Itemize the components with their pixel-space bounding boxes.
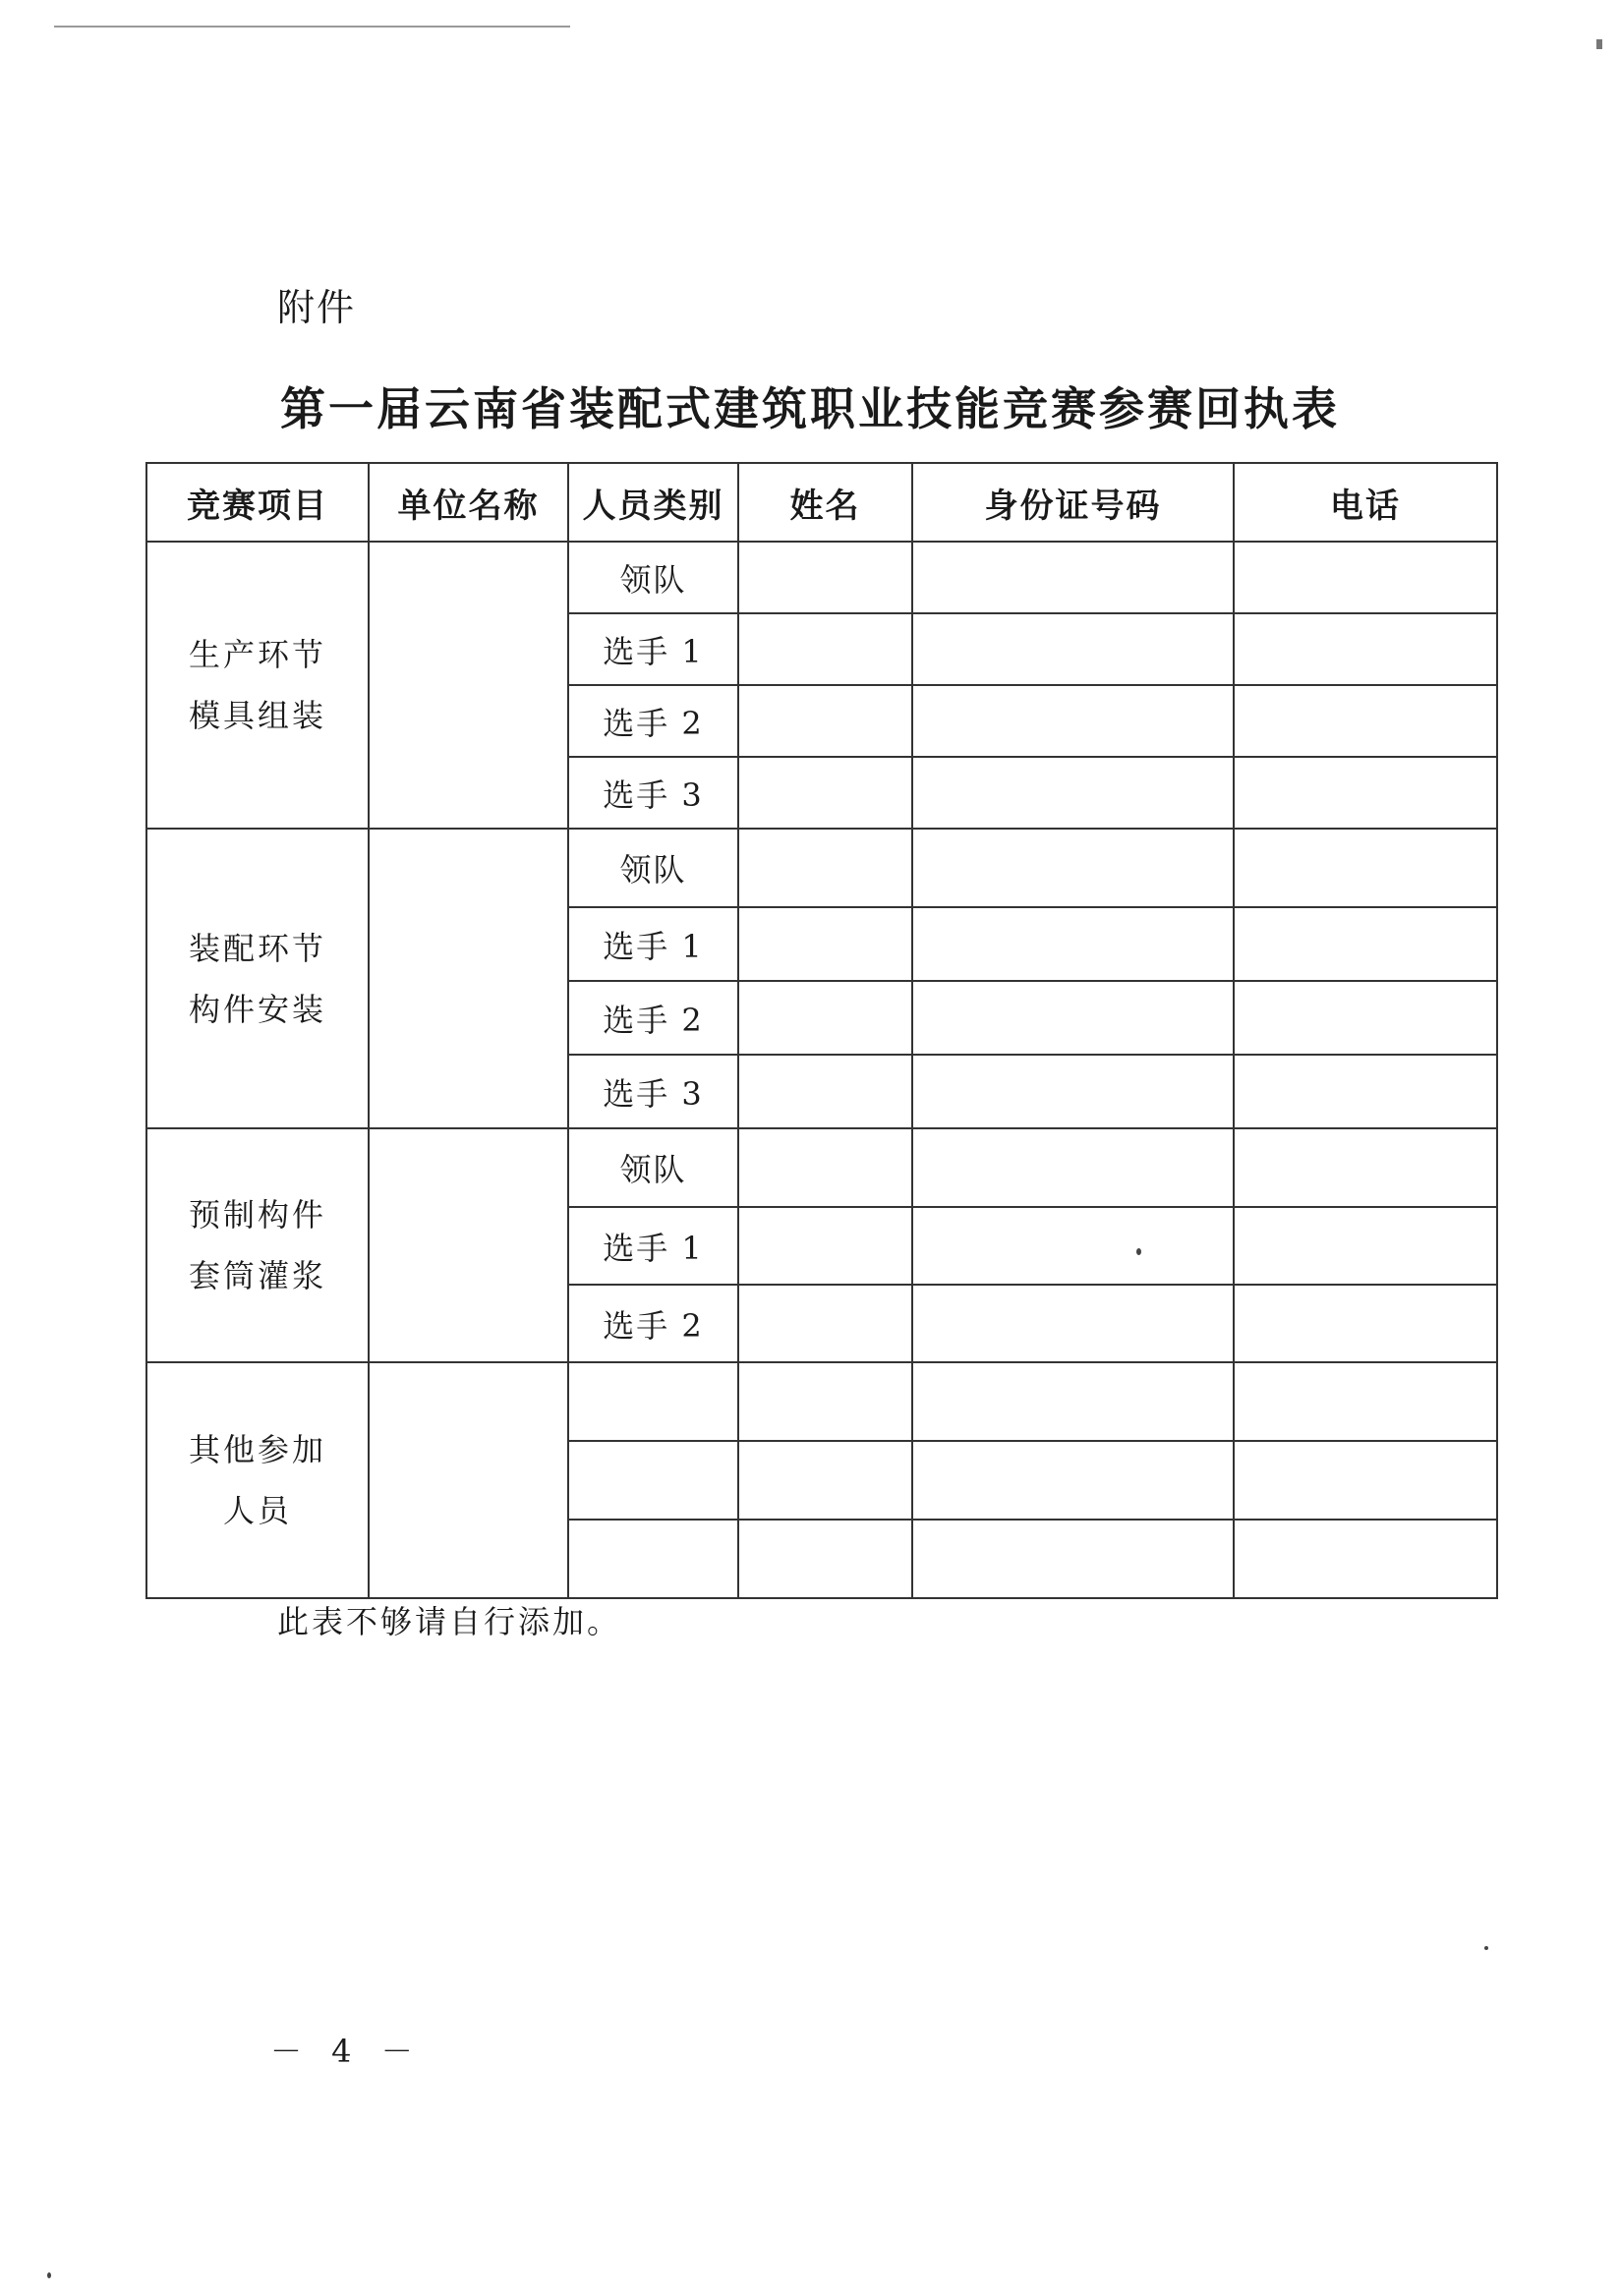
id-number-cell[interactable] [912, 757, 1234, 829]
group-name-cell [146, 829, 369, 1128]
name-cell[interactable] [738, 757, 912, 829]
name-cell[interactable] [738, 1520, 912, 1598]
role-cell: 选手 1 [568, 613, 738, 685]
id-number-cell[interactable] [912, 1441, 1234, 1520]
role-cell: 选手 3 [568, 757, 738, 829]
id-number-cell[interactable] [912, 613, 1234, 685]
name-cell[interactable] [738, 981, 912, 1055]
group-name-cell [146, 542, 369, 829]
role-cell: 领队 [568, 1128, 738, 1207]
role-cell: 领队 [568, 542, 738, 613]
group-name-line: 预制构件 [188, 1196, 326, 1234]
group-name-line: 套筒灌浆 [188, 1257, 326, 1294]
name-cell[interactable] [738, 1128, 912, 1207]
group-name-cell [146, 1362, 369, 1598]
unit-name-cell[interactable] [369, 542, 568, 829]
page-number: － 4 － [270, 2033, 423, 2070]
role-cell[interactable] [568, 1362, 738, 1441]
unit-name-cell[interactable] [369, 1362, 568, 1598]
group-name-line: 模具组装 [188, 697, 326, 734]
phone-cell[interactable] [1234, 613, 1497, 685]
header-id-number: 身份证号码 [912, 463, 1234, 542]
id-number-cell[interactable] [912, 685, 1234, 757]
role-cell[interactable] [568, 1441, 738, 1520]
table-row [146, 1128, 1497, 1207]
header-phone: 电话 [1234, 463, 1497, 542]
id-number-cell[interactable] [912, 1520, 1234, 1598]
table-row [146, 829, 1497, 907]
role-cell[interactable] [568, 1520, 738, 1598]
phone-cell[interactable] [1234, 1055, 1497, 1128]
name-cell[interactable] [738, 542, 912, 613]
registration-table [145, 462, 1498, 1599]
phone-cell[interactable] [1234, 542, 1497, 613]
id-number-cell[interactable] [912, 1207, 1234, 1285]
group-name-line: 其他参加 [188, 1431, 326, 1468]
group-name-line: 生产环节 [188, 636, 326, 673]
role-cell: 选手 2 [568, 1285, 738, 1362]
scan-corner-mark [1596, 39, 1602, 49]
group-name-line: 装配环节 [188, 929, 326, 967]
unit-name-cell[interactable] [369, 1128, 568, 1362]
phone-cell[interactable] [1234, 1441, 1497, 1520]
name-cell[interactable] [738, 1285, 912, 1362]
phone-cell[interactable] [1234, 981, 1497, 1055]
phone-cell[interactable] [1234, 1362, 1497, 1441]
phone-cell[interactable] [1234, 685, 1497, 757]
table-row [146, 1362, 1497, 1441]
table-row [146, 542, 1497, 613]
name-cell[interactable] [738, 613, 912, 685]
name-cell[interactable] [738, 1055, 912, 1128]
role-cell: 选手 1 [568, 1207, 738, 1285]
id-number-cell[interactable] [912, 1055, 1234, 1128]
scan-speck [47, 2272, 51, 2278]
id-number-cell[interactable] [912, 981, 1234, 1055]
phone-cell[interactable] [1234, 1128, 1497, 1207]
phone-cell[interactable] [1234, 1207, 1497, 1285]
scan-speck [1136, 1248, 1141, 1255]
id-number-cell[interactable] [912, 1362, 1234, 1441]
table-note: 此表不够请自行添加。 [277, 1603, 622, 1640]
unit-name-cell[interactable] [369, 829, 568, 1128]
role-cell: 选手 3 [568, 1055, 738, 1128]
document-title: 第一届云南省装配式建筑职业技能竞赛参赛回执表 [280, 382, 1340, 435]
name-cell[interactable] [738, 1441, 912, 1520]
phone-cell[interactable] [1234, 1285, 1497, 1362]
phone-cell[interactable] [1234, 907, 1497, 981]
group-name-cell [146, 1128, 369, 1362]
name-cell[interactable] [738, 829, 912, 907]
phone-cell[interactable] [1234, 829, 1497, 907]
header-unit-name: 单位名称 [369, 463, 568, 542]
table-header-row [146, 463, 1497, 542]
name-cell[interactable] [738, 685, 912, 757]
scan-speck [1484, 1946, 1488, 1950]
phone-cell[interactable] [1234, 757, 1497, 829]
group-name-line: 人员 [222, 1492, 292, 1529]
id-number-cell[interactable] [912, 1128, 1234, 1207]
role-cell: 领队 [568, 829, 738, 907]
role-cell: 选手 1 [568, 907, 738, 981]
id-number-cell[interactable] [912, 829, 1234, 907]
id-number-cell[interactable] [912, 907, 1234, 981]
role-cell: 选手 2 [568, 981, 738, 1055]
phone-cell[interactable] [1234, 1520, 1497, 1598]
header-name: 姓名 [738, 463, 912, 542]
role-cell: 选手 2 [568, 685, 738, 757]
scan-top-rule [54, 26, 570, 28]
name-cell[interactable] [738, 907, 912, 981]
attachment-label: 附件 [277, 286, 357, 329]
header-personnel-category: 人员类别 [568, 463, 738, 542]
group-name-line: 构件安装 [188, 990, 326, 1028]
name-cell[interactable] [738, 1207, 912, 1285]
header-competition-item: 竞赛项目 [146, 463, 369, 542]
name-cell[interactable] [738, 1362, 912, 1441]
id-number-cell[interactable] [912, 542, 1234, 613]
id-number-cell[interactable] [912, 1285, 1234, 1362]
